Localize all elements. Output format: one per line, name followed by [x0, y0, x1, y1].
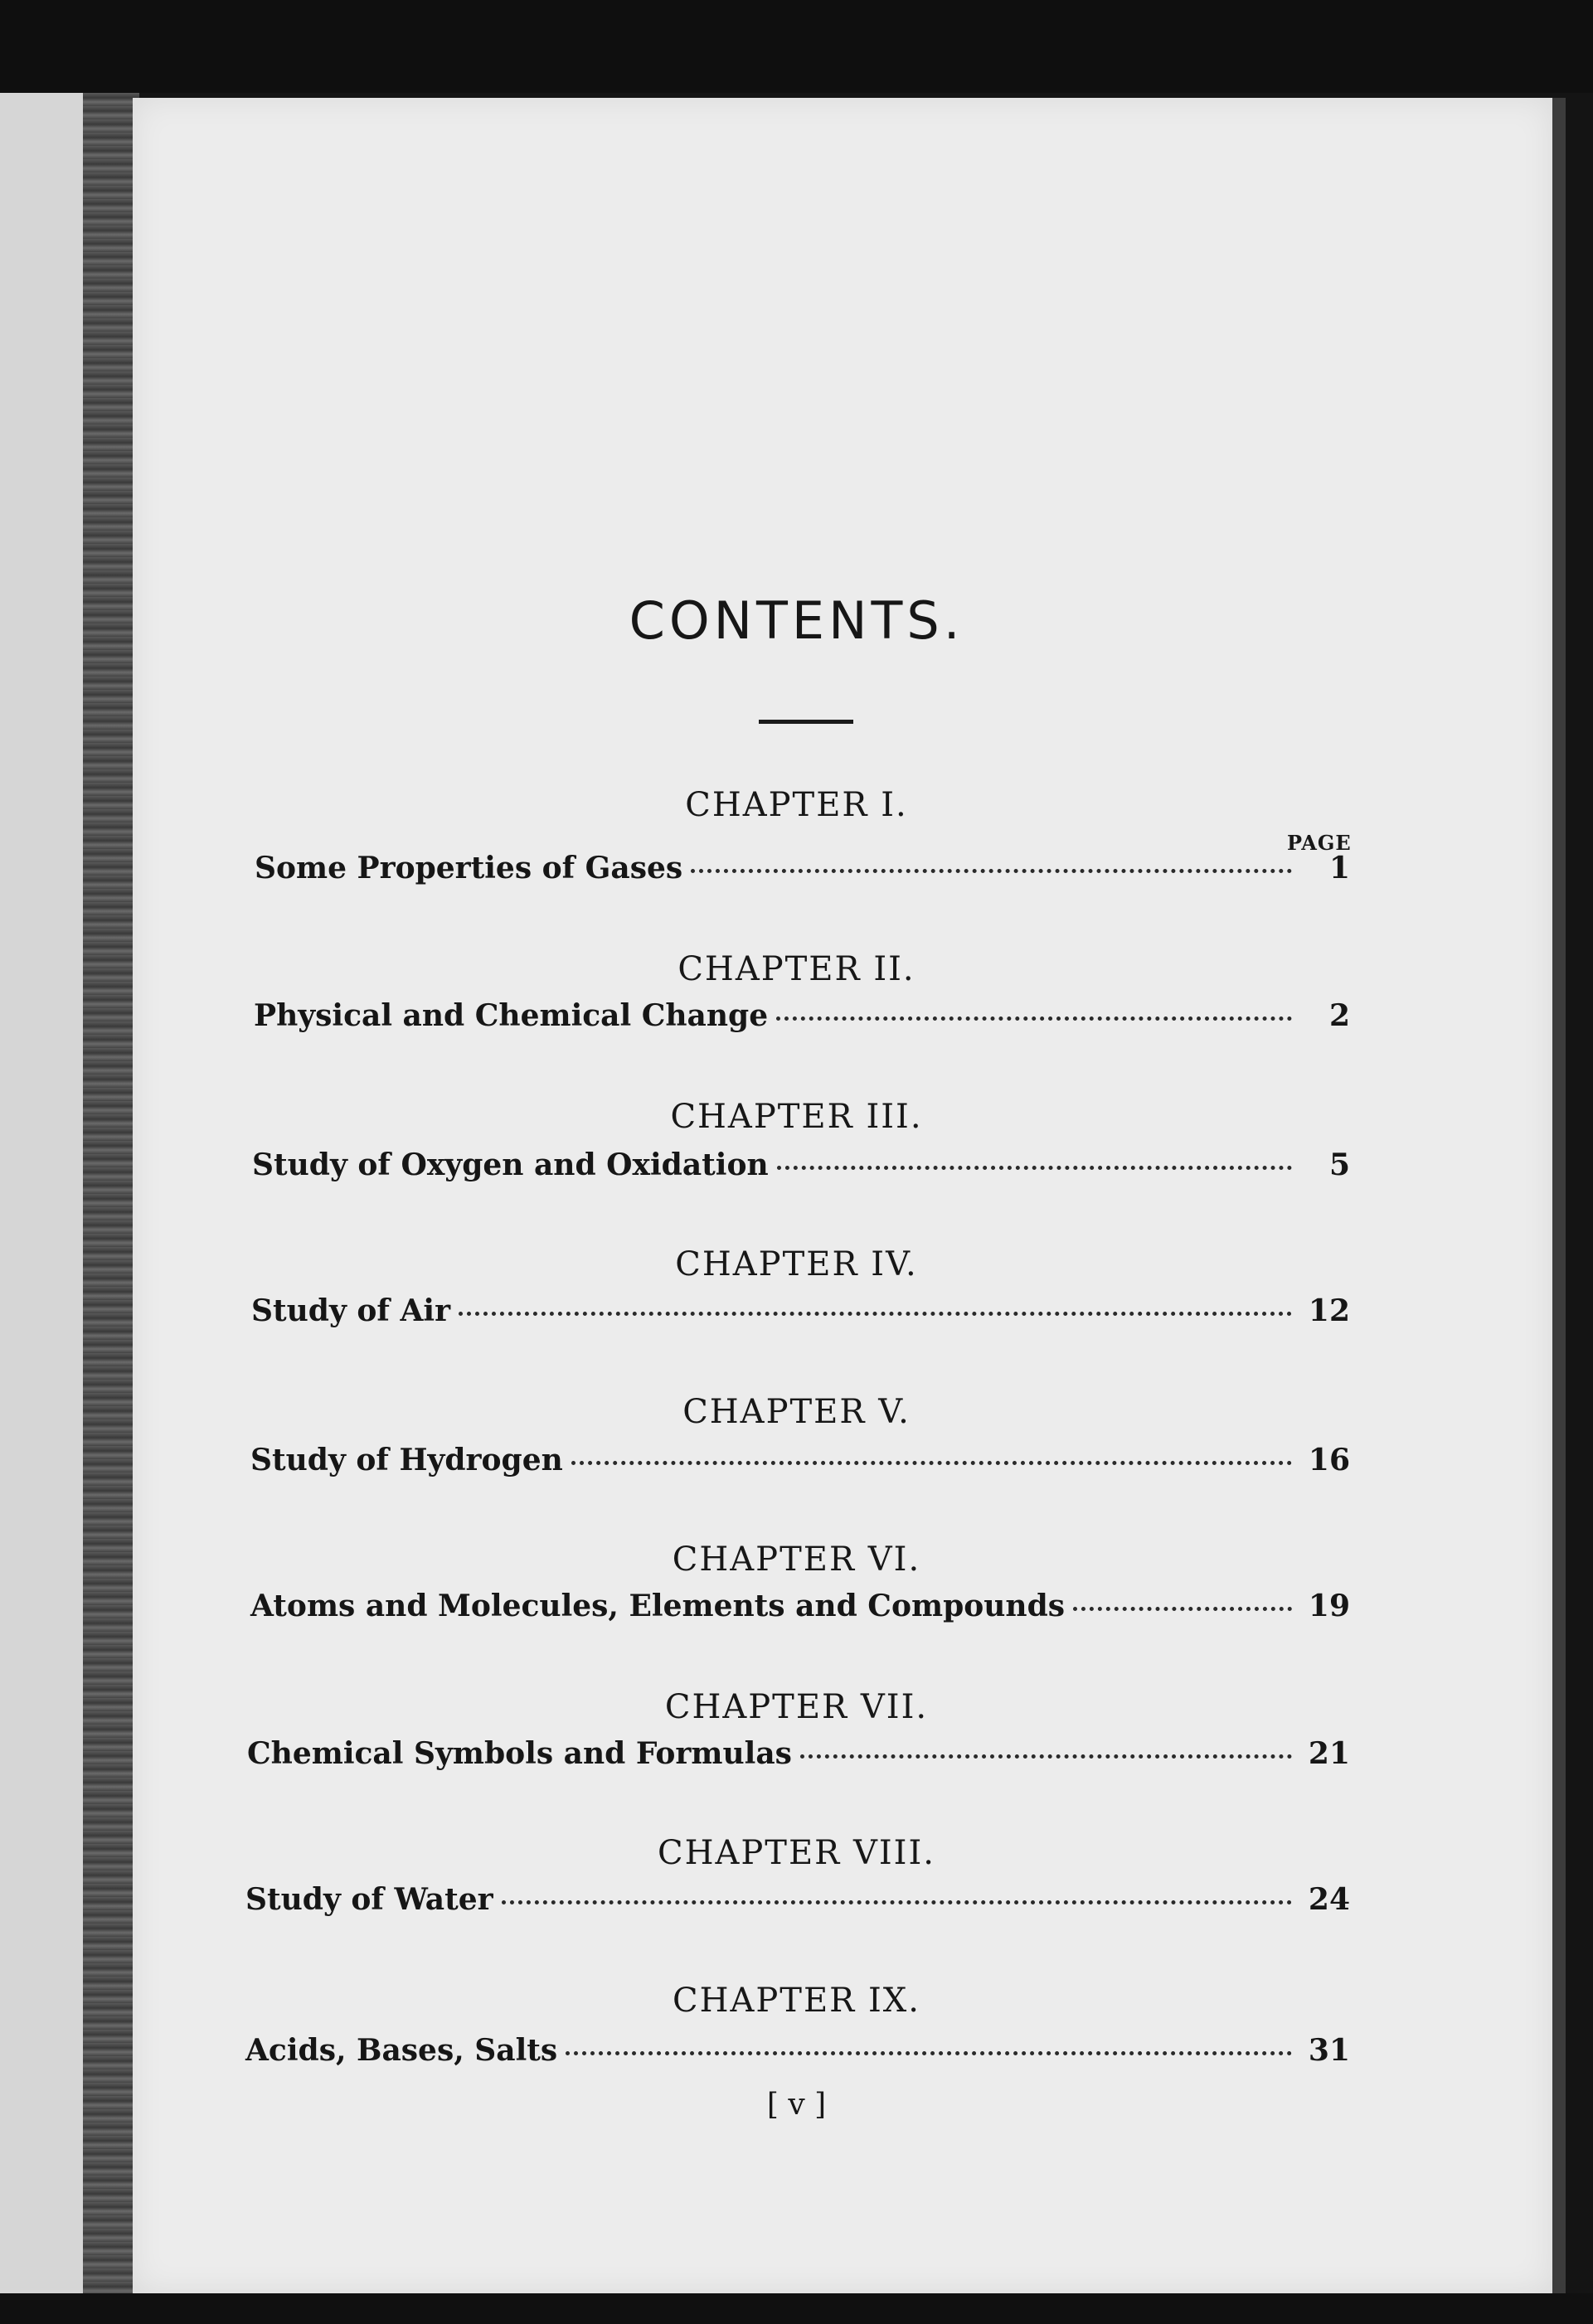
- page-right-edge: [1552, 98, 1566, 2303]
- contents-title: CONTENTS.: [629, 590, 964, 651]
- entry-page-number: 31: [1308, 2033, 1350, 2068]
- dot-leader: [691, 869, 1292, 873]
- dot-leader: [571, 1461, 1292, 1465]
- chapter-heading: CHAPTER III.: [670, 1098, 923, 1136]
- toc-entry: [255, 851, 1350, 890]
- entry-title: Study of Water: [245, 1882, 493, 1917]
- chapter-heading: CHAPTER II.: [678, 950, 915, 988]
- entry-page-number: 24: [1308, 1882, 1350, 1917]
- entry-title: Study of Oxygen and Oxidation: [252, 1147, 769, 1182]
- entry-page-number: 16: [1308, 1443, 1350, 1477]
- dot-leader: [459, 1312, 1292, 1316]
- entry-title: Atoms and Molecules, Elements and Compounds: [250, 1589, 1066, 1623]
- chapter-heading: CHAPTER V.: [682, 1393, 911, 1431]
- entry-page-number: 2: [1328, 998, 1350, 1033]
- dot-leader: [776, 1016, 1292, 1021]
- page-folio: [ v ]: [766, 2088, 827, 2122]
- chapter-heading: CHAPTER VI.: [672, 1540, 921, 1579]
- entry-page-number: 19: [1308, 1589, 1350, 1623]
- dot-leader: [566, 2051, 1292, 2055]
- entry-title: Study of Hydrogen: [250, 1443, 563, 1477]
- entry-page-number: 12: [1308, 1293, 1350, 1328]
- scanner-top-border: [0, 0, 1593, 93]
- book-page: [133, 98, 1552, 2293]
- dot-leader: [800, 1754, 1292, 1759]
- title-rule: [759, 720, 853, 724]
- toc-entry: [254, 998, 1350, 1038]
- chapter-heading: CHAPTER I.: [685, 786, 908, 824]
- entry-title: Some Properties of Gases: [255, 851, 683, 885]
- toc-entry: [245, 1882, 1350, 1922]
- entry-page-number: 5: [1328, 1147, 1350, 1182]
- toc-entry: [247, 1736, 1350, 1776]
- chapter-heading: CHAPTER IX.: [673, 1982, 920, 2020]
- dot-leader: [777, 1166, 1292, 1170]
- toc-entry: [250, 1443, 1350, 1482]
- dot-leader: [502, 1900, 1292, 1904]
- book-spine: [83, 93, 139, 2298]
- entry-title: Acids, Bases, Salts: [245, 2033, 558, 2068]
- chapter-heading: CHAPTER IV.: [675, 1245, 918, 1283]
- entry-title: Chemical Symbols and Formulas: [247, 1736, 792, 1771]
- toc-entry: [250, 1589, 1350, 1628]
- dot-leader: [1073, 1607, 1292, 1611]
- toc-entry: [251, 1293, 1350, 1333]
- toc-entry: [245, 2033, 1350, 2073]
- toc-entry: [252, 1147, 1350, 1187]
- chapter-heading: CHAPTER VII.: [664, 1688, 929, 1726]
- entry-title: Physical and Chemical Change: [254, 998, 769, 1033]
- entry-page-number: 1: [1328, 851, 1350, 885]
- page-column-label: PAGE: [1287, 831, 1352, 855]
- chapter-heading: CHAPTER VIII.: [657, 1834, 935, 1872]
- entry-page-number: 21: [1308, 1736, 1350, 1771]
- entry-title: Study of Air: [251, 1293, 451, 1328]
- scanner-bottom-border: [0, 2293, 1593, 2324]
